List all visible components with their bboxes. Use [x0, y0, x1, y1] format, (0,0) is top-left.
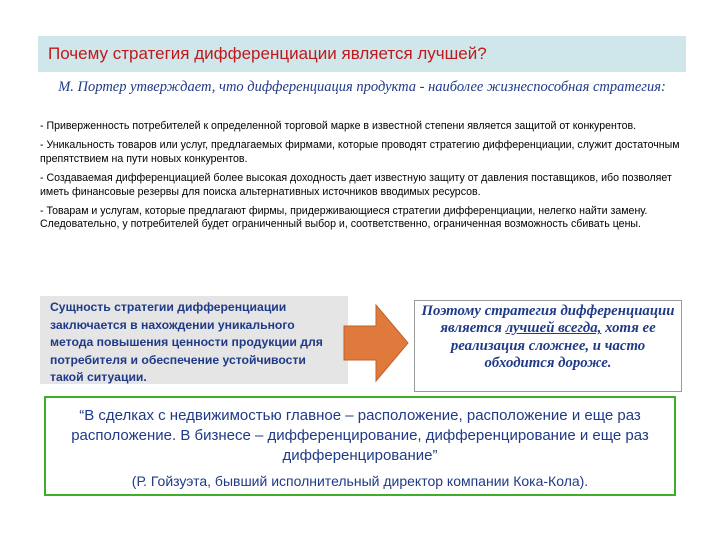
essence-box: Сущность стратегии дифференциации заключается в нахождении уникального метода повышения ценности продукции для потребителя и обеспечение устойчивости такой ситуации. — [40, 296, 348, 384]
conclusion-box — [414, 300, 682, 392]
conclusion-text-2: хотя ее реализация сложнее, и часто обходится дороже. — [450, 320, 656, 372]
bullet-item: - Создаваемая дифференциацией более высокая доходность дает известную защиту от давления поставщиков, ибо позволяет иметь финансовые резервы для поиска альтернативных источников вводимых ресурсов. — [40, 172, 672, 198]
right-arrow-icon — [342, 302, 410, 384]
right-arrow-shape — [344, 305, 408, 381]
porter-statement: М. Портер утверждает, что дифференциация продукта - наиболее жизнеспособная стратегия: — [58, 79, 666, 95]
bullet-item: - Товарам и услугам, которые предлагают фирмы, придерживающиеся стратегии дифференциации, нелегко найти замену. Следовательно, у потребителей будет ограниченный выбор и, соответственно, ограниченная возможность сбивать цены. — [40, 205, 648, 231]
title-bar — [38, 36, 686, 72]
bullet-list — [40, 120, 682, 238]
bullet-item: - Уникальность товаров или услуг, предлагаемых фирмами, которые проводят стратегию дифференциации, служит достаточным препятствием на пути новых конкурентов. — [40, 139, 680, 165]
conclusion-text-1: Поэтому стратегия дифференциации является — [421, 303, 675, 337]
quote-attribution: (Р. Гойзуэта, бывший исполнительный директор компании Кока-Кола). — [131, 473, 589, 489]
quote-text: “В сделках с недвижимостью главное – расположение, расположение и еще раз расположение. В бизнесе – дифференцирование, дифференцирование и еще раз дифференцирование” — [71, 407, 649, 464]
slide-title: Почему стратегия дифференциации является лучшей? — [48, 44, 487, 63]
conclusion-underlined: лучшей всегда, — [505, 320, 602, 337]
quote-box — [44, 396, 676, 496]
bullet-item: - Приверженность потребителей к определенной торговой марке в известной степени является защитой от конкурентов. — [40, 120, 637, 132]
